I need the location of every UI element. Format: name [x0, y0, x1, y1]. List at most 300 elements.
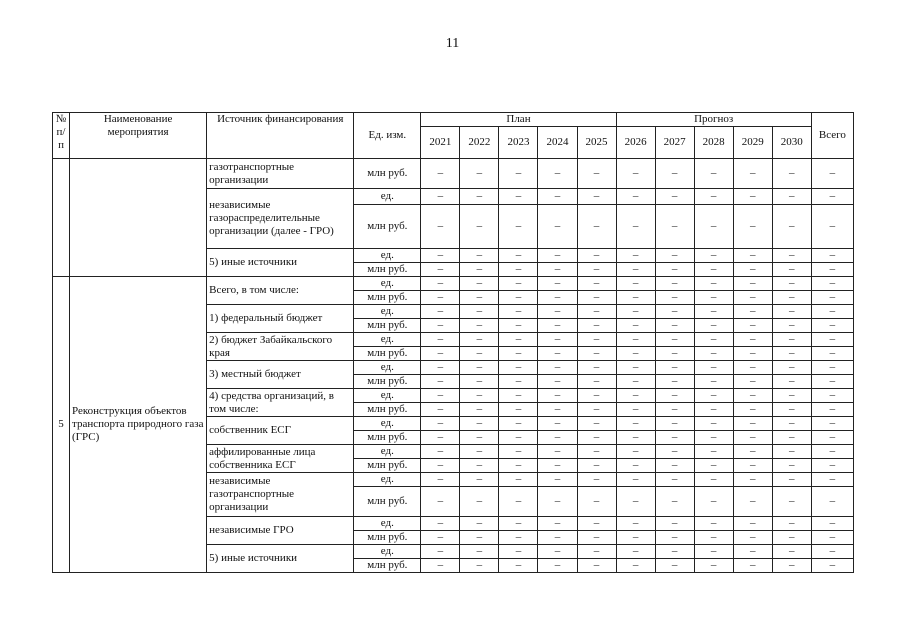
- value-cell: –: [694, 361, 733, 375]
- value-cell: –: [733, 445, 772, 459]
- value-cell: –: [616, 249, 655, 263]
- value-cell: –: [577, 189, 616, 205]
- value-cell: –: [499, 159, 538, 189]
- source-local: 3) местный бюджет: [207, 361, 354, 389]
- value-cell: –: [811, 389, 853, 403]
- value-cell: –: [655, 249, 694, 263]
- unit-cell: млн руб.: [354, 205, 421, 249]
- value-cell: –: [694, 459, 733, 473]
- value-cell: –: [655, 333, 694, 347]
- value-cell: –: [811, 361, 853, 375]
- value-cell: –: [460, 205, 499, 249]
- value-cell: –: [421, 305, 460, 319]
- value-cell: –: [616, 347, 655, 361]
- value-cell: –: [733, 417, 772, 431]
- value-cell: –: [616, 205, 655, 249]
- value-cell: –: [421, 291, 460, 305]
- value-cell: –: [577, 159, 616, 189]
- value-cell: –: [421, 445, 460, 459]
- header-year: 2028: [694, 127, 733, 159]
- value-cell: –: [655, 517, 694, 531]
- value-cell: –: [733, 531, 772, 545]
- value-cell: –: [655, 559, 694, 573]
- value-cell: –: [499, 205, 538, 249]
- value-cell: –: [772, 277, 811, 291]
- value-cell: –: [460, 531, 499, 545]
- value-cell: –: [538, 319, 577, 333]
- name-cell-empty: [70, 159, 207, 277]
- header-total: Всего: [811, 113, 853, 159]
- unit-cell: ед.: [354, 389, 421, 403]
- value-cell: –: [616, 531, 655, 545]
- value-cell: –: [694, 545, 733, 559]
- value-cell: –: [577, 559, 616, 573]
- value-cell: –: [655, 545, 694, 559]
- source-affiliated: аффилированные лица собственника ЕСГ: [207, 445, 354, 473]
- value-cell: –: [694, 277, 733, 291]
- value-cell: –: [772, 417, 811, 431]
- value-cell: –: [577, 487, 616, 517]
- source-gro: независимые газораспределительные организации (далее - ГРО): [207, 189, 354, 249]
- value-cell: –: [694, 445, 733, 459]
- source-gts: независимые газотранспортные организации: [207, 473, 354, 517]
- value-cell: –: [499, 389, 538, 403]
- unit-cell: млн руб.: [354, 263, 421, 277]
- value-cell: –: [460, 291, 499, 305]
- unit-cell: млн руб.: [354, 431, 421, 445]
- unit-cell: ед.: [354, 277, 421, 291]
- value-cell: –: [421, 487, 460, 517]
- value-cell: –: [616, 517, 655, 531]
- value-cell: –: [772, 517, 811, 531]
- unit-cell: ед.: [354, 249, 421, 263]
- value-cell: –: [577, 403, 616, 417]
- value-cell: –: [421, 417, 460, 431]
- unit-cell: ед.: [354, 333, 421, 347]
- source-orgs: 4) средства организаций, в том числе:: [207, 389, 354, 417]
- value-cell: –: [655, 531, 694, 545]
- value-cell: –: [811, 189, 853, 205]
- value-cell: –: [538, 473, 577, 487]
- value-cell: –: [577, 361, 616, 375]
- value-cell: –: [694, 375, 733, 389]
- value-cell: –: [421, 517, 460, 531]
- header-year: 2025: [577, 127, 616, 159]
- value-cell: –: [538, 431, 577, 445]
- value-cell: –: [499, 263, 538, 277]
- value-cell: –: [577, 545, 616, 559]
- value-cell: –: [655, 445, 694, 459]
- value-cell: –: [811, 347, 853, 361]
- value-cell: –: [811, 249, 853, 263]
- value-cell: –: [772, 263, 811, 277]
- value-cell: –: [616, 277, 655, 291]
- value-cell: –: [577, 389, 616, 403]
- value-cell: –: [421, 263, 460, 277]
- value-cell: –: [421, 559, 460, 573]
- value-cell: –: [538, 375, 577, 389]
- value-cell: –: [733, 361, 772, 375]
- value-cell: –: [772, 559, 811, 573]
- value-cell: –: [499, 531, 538, 545]
- value-cell: –: [460, 545, 499, 559]
- value-cell: –: [772, 445, 811, 459]
- unit-cell: ед.: [354, 305, 421, 319]
- value-cell: –: [421, 389, 460, 403]
- source-other: 5) иные источники: [207, 249, 354, 277]
- value-cell: –: [421, 319, 460, 333]
- value-cell: –: [460, 319, 499, 333]
- value-cell: –: [655, 375, 694, 389]
- value-cell: –: [577, 417, 616, 431]
- value-cell: –: [538, 403, 577, 417]
- header-year: 2030: [772, 127, 811, 159]
- value-cell: –: [538, 305, 577, 319]
- value-cell: –: [538, 389, 577, 403]
- table-row: [53, 159, 854, 189]
- value-cell: –: [421, 459, 460, 473]
- value-cell: –: [694, 403, 733, 417]
- value-cell: –: [460, 417, 499, 431]
- value-cell: –: [733, 431, 772, 445]
- value-cell: –: [694, 189, 733, 205]
- value-cell: –: [811, 473, 853, 487]
- value-cell: –: [538, 531, 577, 545]
- value-cell: –: [733, 347, 772, 361]
- value-cell: –: [733, 159, 772, 189]
- value-cell: –: [811, 531, 853, 545]
- source-total: Всего, в том числе:: [207, 277, 354, 305]
- value-cell: –: [655, 417, 694, 431]
- value-cell: –: [655, 459, 694, 473]
- value-cell: –: [655, 277, 694, 291]
- value-cell: –: [616, 389, 655, 403]
- value-cell: –: [733, 249, 772, 263]
- value-cell: –: [772, 249, 811, 263]
- value-cell: –: [772, 375, 811, 389]
- unit-cell: ед.: [354, 445, 421, 459]
- value-cell: –: [616, 545, 655, 559]
- value-cell: –: [499, 347, 538, 361]
- unit-cell: ед.: [354, 545, 421, 559]
- header-unit: Ед. изм.: [354, 113, 421, 159]
- unit-cell: млн руб.: [354, 531, 421, 545]
- source-federal: 1) федеральный бюджет: [207, 305, 354, 333]
- value-cell: –: [421, 431, 460, 445]
- value-cell: –: [460, 389, 499, 403]
- value-cell: –: [577, 375, 616, 389]
- value-cell: –: [616, 459, 655, 473]
- value-cell: –: [499, 277, 538, 291]
- value-cell: –: [577, 517, 616, 531]
- value-cell: –: [655, 347, 694, 361]
- value-cell: –: [499, 431, 538, 445]
- value-cell: –: [538, 545, 577, 559]
- value-cell: –: [499, 361, 538, 375]
- value-cell: –: [577, 445, 616, 459]
- header-year: 2022: [460, 127, 499, 159]
- value-cell: –: [772, 487, 811, 517]
- value-cell: –: [811, 375, 853, 389]
- value-cell: –: [733, 291, 772, 305]
- value-cell: –: [616, 487, 655, 517]
- value-cell: –: [772, 205, 811, 249]
- value-cell: –: [460, 189, 499, 205]
- value-cell: –: [694, 333, 733, 347]
- value-cell: –: [577, 459, 616, 473]
- value-cell: –: [538, 559, 577, 573]
- value-cell: –: [772, 333, 811, 347]
- value-cell: –: [577, 431, 616, 445]
- value-cell: –: [616, 403, 655, 417]
- value-cell: –: [538, 263, 577, 277]
- header-year: 2021: [421, 127, 460, 159]
- value-cell: –: [616, 333, 655, 347]
- value-cell: –: [733, 559, 772, 573]
- value-cell: –: [694, 263, 733, 277]
- unit-cell: ед.: [354, 517, 421, 531]
- value-cell: –: [577, 291, 616, 305]
- value-cell: –: [460, 305, 499, 319]
- value-cell: –: [655, 263, 694, 277]
- value-cell: –: [538, 487, 577, 517]
- value-cell: –: [499, 291, 538, 305]
- value-cell: –: [460, 517, 499, 531]
- value-cell: –: [616, 559, 655, 573]
- value-cell: –: [772, 347, 811, 361]
- value-cell: –: [499, 305, 538, 319]
- value-cell: –: [616, 159, 655, 189]
- value-cell: –: [421, 531, 460, 545]
- value-cell: –: [499, 559, 538, 573]
- value-cell: –: [499, 445, 538, 459]
- value-cell: –: [538, 277, 577, 291]
- header-year: 2027: [655, 127, 694, 159]
- header-source: Источник финансирования: [207, 113, 354, 159]
- unit-cell: млн руб.: [354, 375, 421, 389]
- value-cell: –: [733, 459, 772, 473]
- value-cell: –: [421, 545, 460, 559]
- value-cell: –: [772, 189, 811, 205]
- value-cell: –: [421, 333, 460, 347]
- value-cell: –: [811, 263, 853, 277]
- row-number: 5: [53, 277, 70, 573]
- value-cell: –: [811, 417, 853, 431]
- value-cell: –: [499, 417, 538, 431]
- value-cell: –: [460, 473, 499, 487]
- value-cell: –: [577, 277, 616, 291]
- value-cell: –: [772, 389, 811, 403]
- value-cell: –: [460, 277, 499, 291]
- value-cell: –: [421, 361, 460, 375]
- value-cell: –: [538, 459, 577, 473]
- value-cell: –: [616, 361, 655, 375]
- value-cell: –: [421, 189, 460, 205]
- value-cell: –: [733, 403, 772, 417]
- value-cell: –: [733, 473, 772, 487]
- value-cell: –: [733, 263, 772, 277]
- value-cell: –: [616, 473, 655, 487]
- value-cell: –: [538, 159, 577, 189]
- value-cell: –: [811, 291, 853, 305]
- value-cell: –: [577, 205, 616, 249]
- value-cell: –: [694, 159, 733, 189]
- header-year: 2029: [733, 127, 772, 159]
- unit-cell: ед.: [354, 417, 421, 431]
- value-cell: –: [694, 205, 733, 249]
- unit-cell: ед.: [354, 189, 421, 205]
- value-cell: –: [772, 305, 811, 319]
- header-year: 2024: [538, 127, 577, 159]
- value-cell: –: [577, 305, 616, 319]
- value-cell: –: [811, 403, 853, 417]
- value-cell: –: [733, 375, 772, 389]
- value-cell: –: [499, 487, 538, 517]
- value-cell: –: [811, 445, 853, 459]
- value-cell: –: [694, 517, 733, 531]
- value-cell: –: [694, 473, 733, 487]
- value-cell: –: [499, 189, 538, 205]
- value-cell: –: [538, 205, 577, 249]
- value-cell: –: [694, 249, 733, 263]
- value-cell: –: [499, 249, 538, 263]
- header-year: 2026: [616, 127, 655, 159]
- value-cell: –: [694, 291, 733, 305]
- value-cell: –: [460, 403, 499, 417]
- value-cell: –: [694, 531, 733, 545]
- value-cell: –: [460, 559, 499, 573]
- source-regional: 2) бюджет Забайкальского края: [207, 333, 354, 361]
- value-cell: –: [538, 417, 577, 431]
- value-cell: –: [655, 189, 694, 205]
- value-cell: –: [616, 263, 655, 277]
- value-cell: –: [577, 473, 616, 487]
- source-owner: собственник ЕСГ: [207, 417, 354, 445]
- value-cell: –: [421, 249, 460, 263]
- value-cell: –: [499, 545, 538, 559]
- value-cell: –: [460, 375, 499, 389]
- value-cell: –: [538, 517, 577, 531]
- value-cell: –: [733, 545, 772, 559]
- value-cell: –: [811, 559, 853, 573]
- value-cell: –: [811, 545, 853, 559]
- value-cell: –: [460, 459, 499, 473]
- value-cell: –: [499, 459, 538, 473]
- value-cell: –: [811, 319, 853, 333]
- value-cell: –: [811, 305, 853, 319]
- value-cell: –: [694, 431, 733, 445]
- value-cell: –: [811, 517, 853, 531]
- value-cell: –: [577, 319, 616, 333]
- value-cell: –: [499, 319, 538, 333]
- value-cell: –: [460, 263, 499, 277]
- value-cell: –: [694, 319, 733, 333]
- unit-cell: млн руб.: [354, 487, 421, 517]
- value-cell: –: [577, 263, 616, 277]
- financing-table: [52, 112, 854, 573]
- activity-name: Реконструкция объектов транспорта природного газа (ГРС): [70, 277, 207, 573]
- value-cell: –: [421, 159, 460, 189]
- value-cell: –: [460, 347, 499, 361]
- page-number: 11: [445, 36, 460, 51]
- value-cell: –: [772, 531, 811, 545]
- value-cell: –: [655, 291, 694, 305]
- value-cell: –: [499, 333, 538, 347]
- value-cell: –: [772, 319, 811, 333]
- value-cell: –: [460, 487, 499, 517]
- value-cell: –: [538, 249, 577, 263]
- value-cell: –: [499, 403, 538, 417]
- value-cell: –: [694, 417, 733, 431]
- unit-cell: млн руб.: [354, 159, 421, 189]
- value-cell: –: [616, 291, 655, 305]
- value-cell: –: [538, 347, 577, 361]
- unit-cell: млн руб.: [354, 291, 421, 305]
- value-cell: –: [811, 487, 853, 517]
- value-cell: –: [655, 389, 694, 403]
- value-cell: –: [616, 305, 655, 319]
- value-cell: –: [655, 319, 694, 333]
- value-cell: –: [733, 487, 772, 517]
- value-cell: –: [655, 361, 694, 375]
- value-cell: –: [421, 205, 460, 249]
- value-cell: –: [577, 249, 616, 263]
- value-cell: –: [655, 473, 694, 487]
- value-cell: –: [772, 361, 811, 375]
- value-cell: –: [772, 473, 811, 487]
- value-cell: –: [655, 403, 694, 417]
- value-cell: –: [733, 305, 772, 319]
- value-cell: –: [460, 333, 499, 347]
- value-cell: –: [772, 431, 811, 445]
- header-name: Наименование мероприятия: [70, 113, 207, 159]
- unit-cell: млн руб.: [354, 403, 421, 417]
- value-cell: –: [733, 189, 772, 205]
- value-cell: –: [616, 375, 655, 389]
- value-cell: –: [460, 445, 499, 459]
- value-cell: –: [772, 159, 811, 189]
- value-cell: –: [460, 249, 499, 263]
- value-cell: –: [421, 347, 460, 361]
- value-cell: –: [694, 559, 733, 573]
- value-cell: –: [538, 361, 577, 375]
- value-cell: –: [538, 445, 577, 459]
- value-cell: –: [538, 333, 577, 347]
- value-cell: –: [772, 403, 811, 417]
- value-cell: –: [733, 389, 772, 403]
- value-cell: –: [460, 159, 499, 189]
- header-num: № п/п: [53, 113, 70, 159]
- value-cell: –: [460, 361, 499, 375]
- table-row: [53, 277, 854, 291]
- unit-cell: млн руб.: [354, 459, 421, 473]
- value-cell: –: [616, 319, 655, 333]
- header-year: 2023: [499, 127, 538, 159]
- value-cell: –: [499, 375, 538, 389]
- value-cell: –: [421, 277, 460, 291]
- value-cell: –: [616, 445, 655, 459]
- value-cell: –: [733, 205, 772, 249]
- value-cell: –: [772, 545, 811, 559]
- value-cell: –: [811, 159, 853, 189]
- value-cell: –: [694, 389, 733, 403]
- unit-cell: млн руб.: [354, 559, 421, 573]
- value-cell: –: [421, 375, 460, 389]
- value-cell: –: [655, 305, 694, 319]
- unit-cell: млн руб.: [354, 347, 421, 361]
- value-cell: –: [772, 291, 811, 305]
- unit-cell: ед.: [354, 361, 421, 375]
